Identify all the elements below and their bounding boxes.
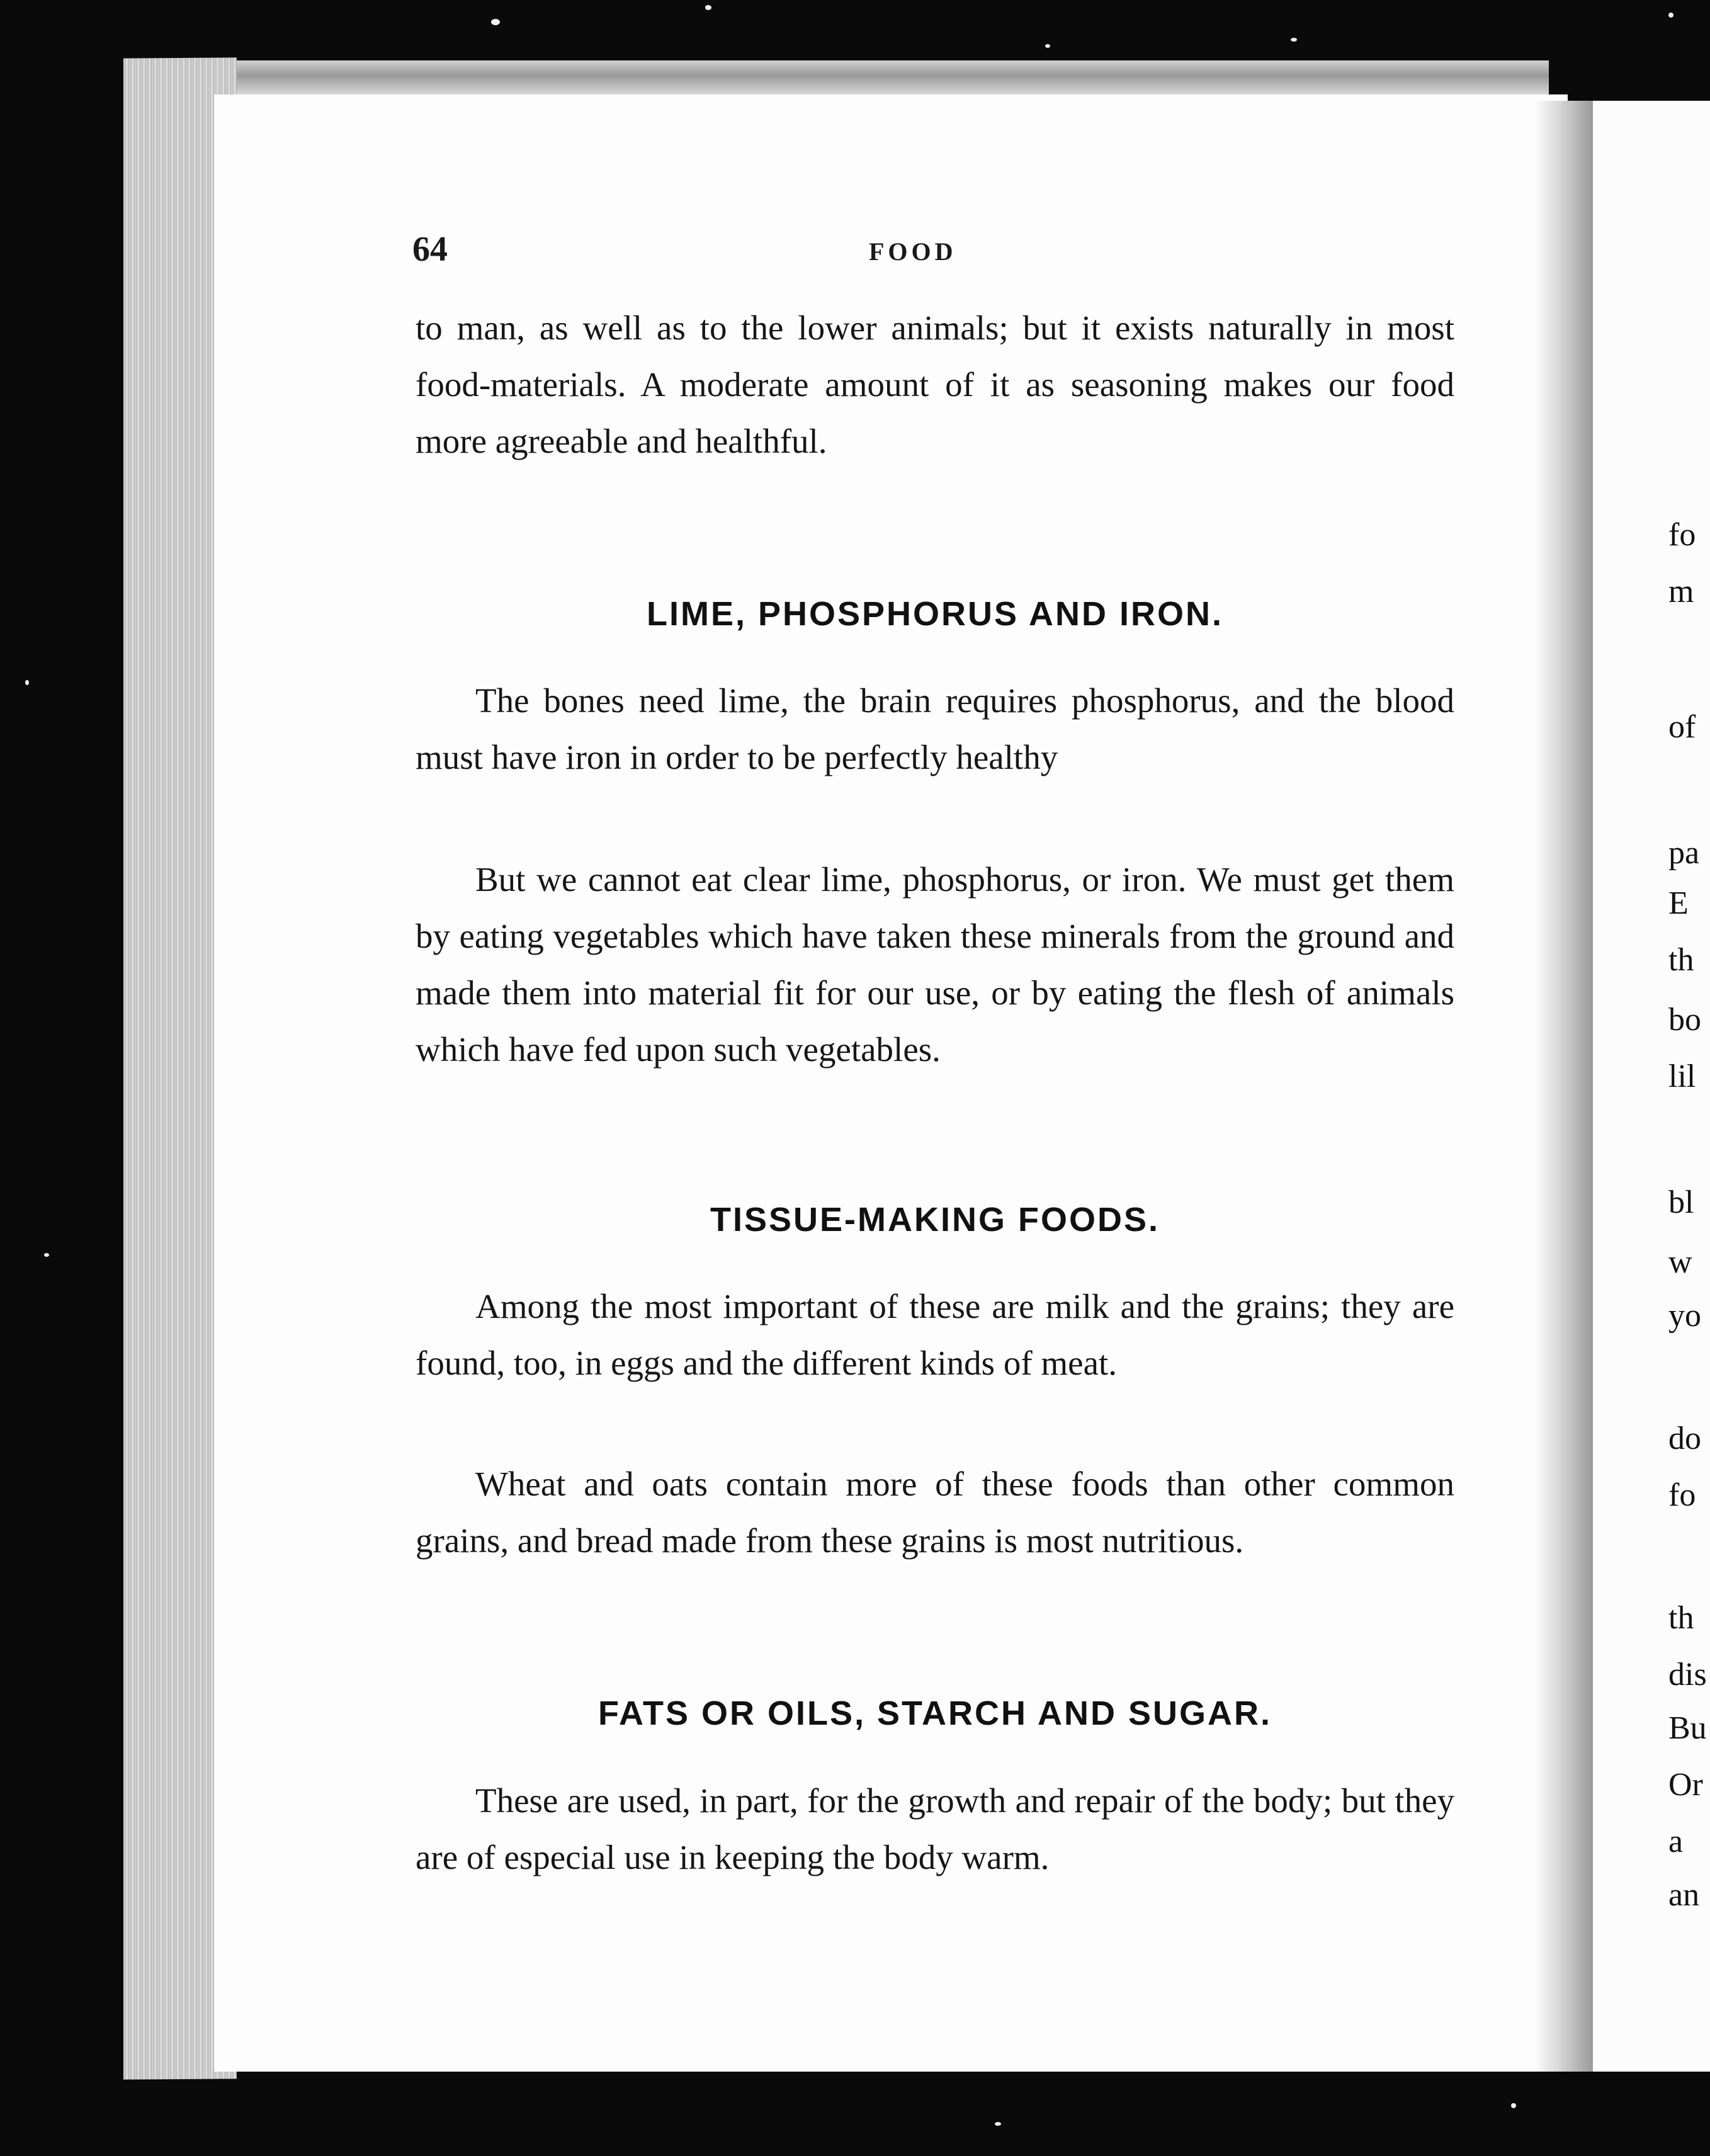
facing-page-line: bl bbox=[1668, 1184, 1694, 1220]
paragraph-salt-continuation: to man, as well as to the lower animals; but it exists naturally in most food-materials. A moderate amount of it as seasoning makes our food more agreeable and healthful. bbox=[416, 309, 1454, 460]
paragraph-bones-brain-blood: The bones need lime, the brain requires phosphorus, and the blood must have iron in order to be perfectly healthy bbox=[416, 681, 1454, 776]
scan-speck bbox=[25, 680, 29, 685]
paragraph-milk-and-grains: Among the most important of these are milk and the grains; they are found, too, in eggs and the different kinds of meat. bbox=[416, 1287, 1454, 1382]
page-number: 64 bbox=[412, 230, 448, 269]
facing-page-line: a bbox=[1668, 1824, 1684, 1859]
facing-page-line: pa bbox=[1668, 835, 1700, 871]
running-head: FOOD bbox=[869, 237, 957, 266]
scan-speck bbox=[705, 5, 711, 10]
facing-page-line: do bbox=[1668, 1421, 1701, 1456]
facing-page-line: Or bbox=[1668, 1767, 1703, 1803]
scan-speck bbox=[1291, 38, 1297, 42]
facing-page-line: fo bbox=[1668, 517, 1696, 553]
scan-speck bbox=[44, 1253, 49, 1257]
facing-page-line: th bbox=[1668, 1600, 1694, 1636]
paragraph-minerals-from-vegetables: But we cannot eat clear lime, phosphorus, or iron. We must get them by eating vegetables which have taken these minerals from the ground and made them into material fit for our use, or by eating the flesh of animals which have fed upon such vegetables. bbox=[416, 860, 1454, 1069]
facing-page-line: dis bbox=[1668, 1657, 1707, 1693]
scan-speck bbox=[491, 19, 500, 25]
facing-page-line: m bbox=[1668, 574, 1694, 610]
facing-page-line: of bbox=[1668, 709, 1696, 745]
heading-fats-starch-sugar: FATS OR OILS, STARCH AND SUGAR. bbox=[597, 1694, 1272, 1732]
facing-page-line: Bu bbox=[1668, 1710, 1707, 1746]
scan-speck bbox=[995, 2122, 1001, 2126]
scan-speck bbox=[1668, 13, 1673, 18]
book-page-edges-top bbox=[132, 60, 1549, 98]
heading-lime-phosphorus-iron: LIME, PHOSPHORUS AND IRON. bbox=[646, 595, 1224, 633]
facing-page-line: an bbox=[1668, 1877, 1700, 1913]
facing-page-line: bo bbox=[1668, 1002, 1701, 1038]
paragraph-wheat-and-oats: Wheat and oats contain more of these foods than other common grains, and bread made from these grains is most nutritious. bbox=[416, 1465, 1454, 1560]
facing-page-line: lil bbox=[1668, 1058, 1696, 1094]
heading-tissue-making-foods: TISSUE-MAKING FOODS. bbox=[710, 1201, 1160, 1239]
facing-page-line: fo bbox=[1668, 1477, 1696, 1513]
facing-page-line: yo bbox=[1668, 1298, 1701, 1334]
scan-speck bbox=[1045, 44, 1050, 48]
scan-speck bbox=[1511, 2103, 1516, 2108]
facing-page-line: th bbox=[1668, 942, 1694, 978]
facing-page-line: E bbox=[1668, 885, 1689, 921]
page-gutter-shadow bbox=[1536, 101, 1593, 2072]
paragraph-body-warmth: These are used, in part, for the growth and repair of the body; but they are of especial use in keeping the body warm. bbox=[416, 1781, 1454, 1876]
facing-page-line: w bbox=[1668, 1244, 1692, 1280]
